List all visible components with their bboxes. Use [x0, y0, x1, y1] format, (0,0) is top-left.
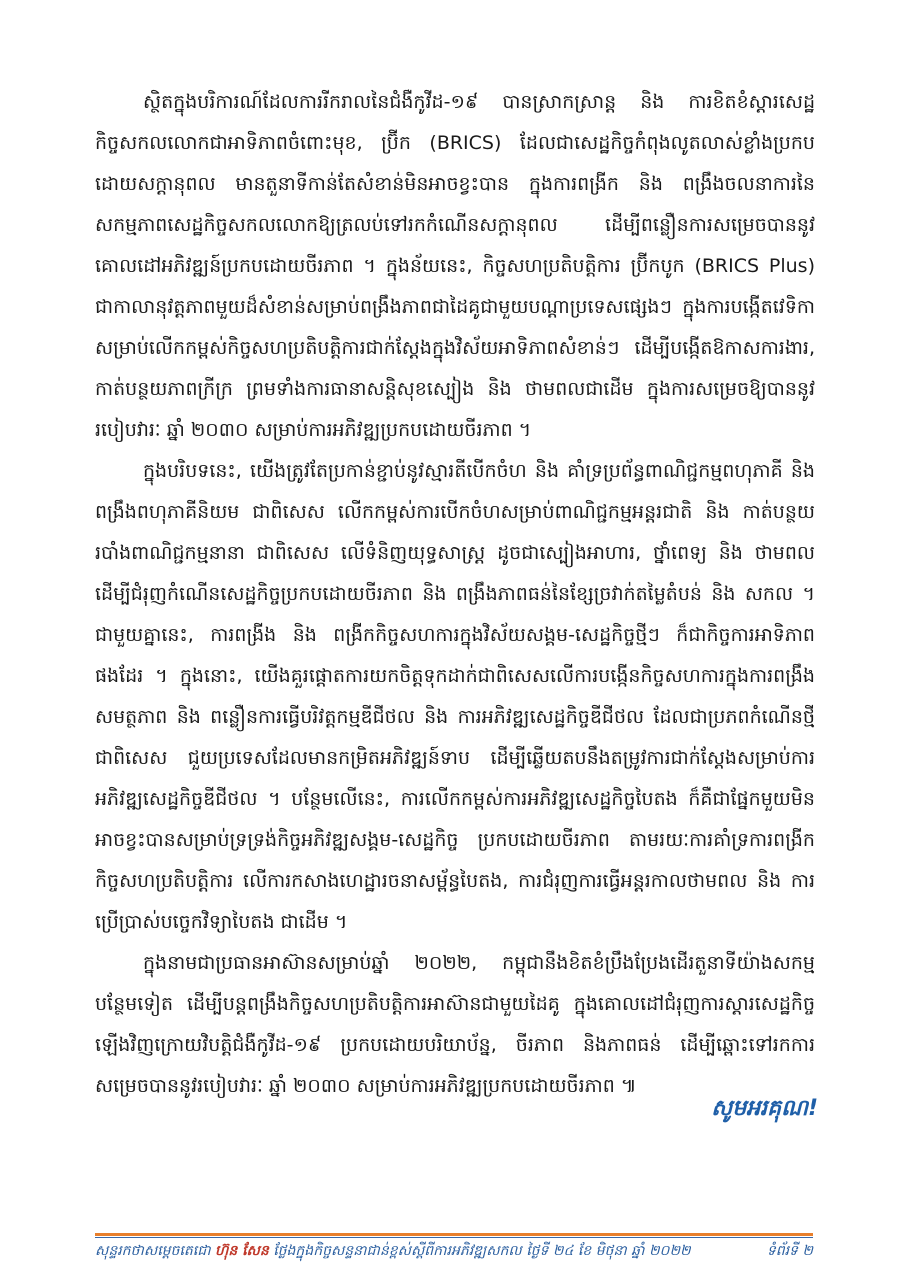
page-number: ទំព័រទី ២: [766, 1243, 813, 1259]
footer-caption: [95, 1241, 691, 1262]
footer-speaker-name: ហ៊ុន សែន: [214, 1243, 269, 1259]
page-footer: [95, 1241, 813, 1262]
closing-thanks: សូមអរគុណ!: [711, 1096, 818, 1121]
paragraph-3: ក្នុងនាមជាប្រធានអាស៊ានសម្រាប់ឆ្នាំ ២០២២, កម្ពុជានឹងខិតខំប្រឹងប្រែងដើរតួនាទីយ៉ាងសកម្មបន្ថែមទៀត ដើម្បីបន្តពង្រឹងកិច្ចសហប្រតិបត្តិការអាស៊ានជាមួយដៃគូ ក្នុងគោលដៅជំរុញការស្តារសេដ្ឋកិច្ចឡើងវិញក្រោយវិបត្តិជំងឺកូវីដ-១៩ ប្រកបដោយបរិយាប័ន្ន, ចីរភាព និងភាពធន់ ដើម្បីឆ្ពោះទៅរកការសម្រេចបាននូវរបៀបវារៈ ឆ្នាំ ២០៣០ សម្រាប់ការអភិវឌ្ឍប្រកបដោយចីរភាព ៕: [95, 952, 815, 1097]
footer-event: ថ្លែងក្នុងកិច្ចសន្ទនាជាន់ខ្ពស់ស្តីពីការអភិវឌ្ឍសកល ថ្ងៃទី ២៤ ខែ មិថុនា ឆ្នាំ ២០២២: [273, 1243, 691, 1259]
paragraph-2: ក្នុងបរិបទនេះ, យើងត្រូវតែប្រកាន់ខ្ជាប់នូវស្មារតីបើកចំហ និង គាំទ្រប្រព័ន្ធពាណិជ្ជកម្មពហុភាគី និង ពង្រឹងពហុភាគីនិយម ជាពិសេស លើកកម្ពស់ការបើកចំហសម្រាប់ពាណិជ្ជកម្មអន្តរជាតិ និង កាត់បន្ថយរបាំងពាណិជ្ជកម្មនានា ជាពិសេស លើទំនិញយុទ្ធសាស្ត្រ ដូចជាស្បៀងអាហារ, ថ្នាំពេទ្យ និង ថាមពល ដើម្បីជំរុញកំណើនសេដ្ឋកិច្ចប្រកបដោយចីរភាព និង ពង្រឹងភាពធន់នៃខ្សែច្រវាក់តម្លៃតំបន់ និង សកល ។ ជាមួយគ្នានេះ, ការពង្រីង និង ពង្រីកកិច្ចសហការក្នុងវិស័យសង្គម-សេដ្ឋកិច្ចថ្មីៗ ក៏ជាកិច្ចការអាទិភាពផងដែរ ។ ក្នុងនោះ, យើងគួរផ្តោតការយកចិត្តទុកដាក់ជាពិសេសលើការបង្កើនកិច្ចសហការក្នុងការពង្រឹងសមត្ថភាព និង ពន្លឿនការធ្វើបរិវត្តកម្មឌីជីថល និង ការអភិវឌ្ឍសេដ្ឋកិច្ចឌីជីថល ដែលជាប្រភពកំណើនថ្មី ជាពិសេស ជួយប្រទេសដែលមានកម្រិតអភិវឌ្ឍន៍ទាប ដើម្បីឆ្លើយតបនឹងតម្រូវការជាក់ស្តែងសម្រាប់ការអភិវឌ្ឍសេដ្ឋកិច្ចឌីជីថល ។ បន្ថែមលើនេះ, ការលើកកម្ពស់ការអភិវឌ្ឍសេដ្ឋកិច្ចបៃតង ក៏គឺជាផ្នែកមួយមិនអាចខ្វះបានសម្រាប់ទ្រទ្រង់កិច្ចអភិវឌ្ឍសង្គម-សេដ្ឋកិច្ច ប្រកបដោយចីរភាព តាមរយៈការគាំទ្រការពង្រីកកិច្ចសហប្រតិបត្តិការ លើការកសាងហេដ្ឋារចនាសម្ព័ន្ធបៃតង, ការជំរុញការធ្វើអន្តរកាលថាមពល និង ការប្រើប្រាស់បច្ចេកវិទ្យាបៃតង ជាដើម ។: [95, 460, 815, 933]
footer-prefix: សុន្ទរកថាសម្តេចតេជោ: [95, 1243, 211, 1259]
paragraph-1: ស្ថិតក្នុងបរិការណ៍ដែលការរីករាលនៃជំងឺកូវីដ-១៩ បានស្រាកស្រាន្ត និង ការខិតខំស្តារសេដ្ឋកិច្ចសកលលោកជាអាទិភាពចំពោះមុខ, ប្រ៊ីក (BRICS) ដែលជាសេដ្ឋកិច្ចកំពុងលូតលាស់ខ្លាំងប្រកបដោយសក្តានុពល មានតួនាទីកាន់តែសំខាន់មិនអាចខ្វះបាន ក្នុងការពង្រីក និង ពង្រឹងចលនាការនៃសកម្មភាពសេដ្ឋកិច្ចសកលលោកឱ្យត្រលប់ទៅរកកំណើនសក្តានុពល ដើម្បីពន្លឿនការសម្រេចបាននូវគោលដៅអភិវឌ្ឍន៍ប្រកបដោយចីរភាព ។ ក្នុងន័យនេះ, កិច្ចសហប្រតិបត្តិការ ប្រ៊ីកបូក (BRICS Plus) ជាកាលានុវត្តភាពមួយដ៏សំខាន់សម្រាប់ពង្រឹងភាពជាដៃគូជាមួយបណ្តាប្រទេសផ្សេងៗ ក្នុងការបង្កើតវេទិកាសម្រាប់លើកកម្ពស់កិច្ចសហប្រតិបត្តិការជាក់ស្តែងក្នុងវិស័យអាទិភាពសំខាន់ៗ ដើម្បីបង្កើតឱកាសការងារ, កាត់បន្ថយភាពក្រីក្រ ព្រមទាំងការធានាសន្តិសុខស្បៀង និង ថាមពលជាដើម ក្នុងការសម្រេចឱ្យបាននូវរបៀបវារៈ ឆ្នាំ ២០៣០ សម្រាប់ការអភិវឌ្ឍប្រកបដោយចីរភាព ។: [95, 91, 815, 441]
footer-divider-blue: [95, 1237, 813, 1238]
footer-divider-orange: [95, 1233, 813, 1236]
document-body: [95, 82, 815, 1107]
